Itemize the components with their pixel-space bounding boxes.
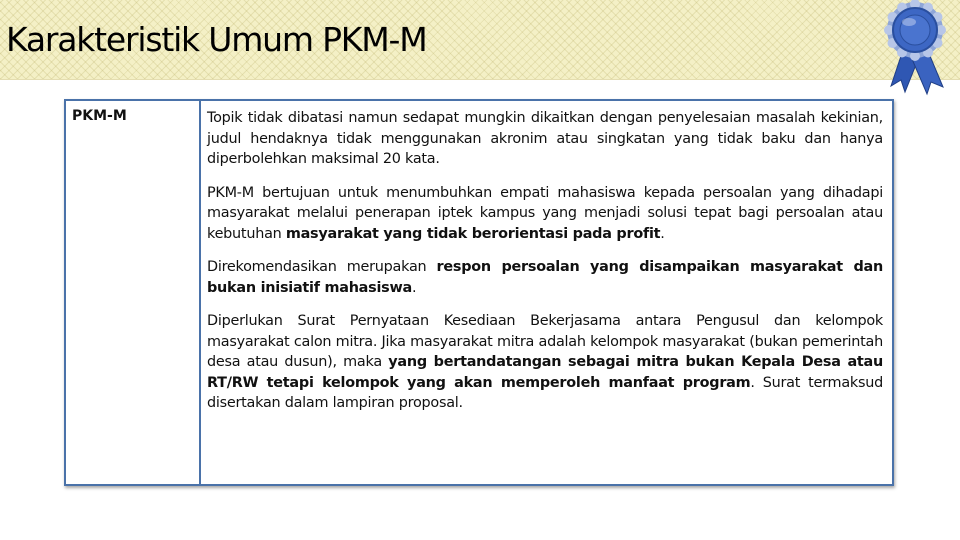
column-divider — [199, 101, 201, 484]
paragraph-4 — [207, 311, 883, 414]
text-run: Topik tidak dibatasi namun sedapat mungkin dikaitkan dengan penyelesaian masalah kekinian, judul hendaknya tidak menggunakan akronim atau singkatan yang tidak baku dan hanya diperbolehkan maksimal 20 kata. — [207, 110, 883, 167]
award-ribbon-icon — [875, 0, 955, 102]
text-run: PKM-M bertujuan untuk menumbuhkan empati mahasiswa kepada persoalan yang dihadapi masyarakat melalui penerapan iptek kampus yang menjadi solusi tepat bagi persoalan atau kebutuhan — [207, 184, 883, 242]
text-run: . — [411, 279, 417, 296]
bold-text: yang bertandatangan sebagai mitra bukan Kepala Desa atau RT/RW tetapi kelompok yang akan memperoleh manfaat program — [207, 354, 883, 391]
text-run: . Surat termaksud disertakan dalam lampiran proposal. — [207, 374, 883, 411]
paragraph-3 — [207, 257, 883, 298]
bold-text: masyarakat yang tidak berorientasi pada profit — [285, 225, 661, 242]
title-bar — [0, 0, 960, 80]
row-label: PKM-M — [72, 108, 127, 124]
bold-text: respon persoalan yang disampaikan masyarakat dan bukan inisiatif mahasiswa — [207, 259, 883, 296]
text-run: Direkomendasikan merupakan — [207, 259, 437, 275]
content-table — [64, 99, 894, 486]
content-cell — [207, 108, 883, 414]
text-run: Diperlukan Surat Pernyataan Kesediaan Bekerjasama antara Pengusul dan kelompok masyarakat calon mitra. Jika masyarakat mitra adalah kelompok masyarakat (bukan pemerintah desa atau dusun), maka — [207, 313, 883, 370]
slide-title: Karakteristik Umum PKM-M — [6, 20, 427, 59]
paragraph-1 — [207, 108, 883, 170]
rosette — [884, 0, 946, 61]
text-run: . — [660, 225, 665, 242]
paragraph-2 — [207, 183, 883, 245]
